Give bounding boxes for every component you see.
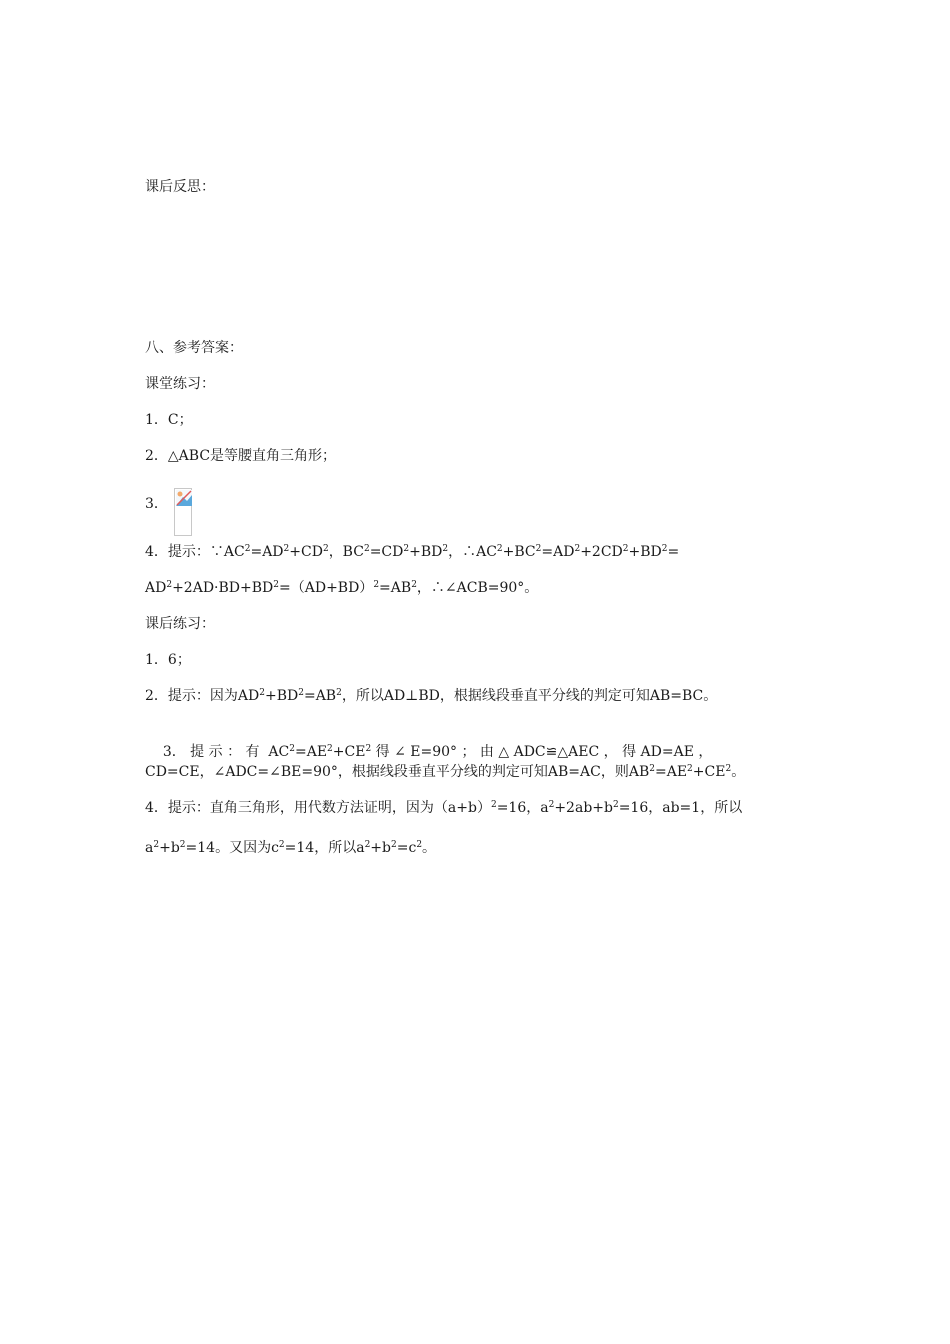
homework-answer-4-line-2: $a^2+b^2=14$。又因为$c^2=14$，所以$a^2+b^2=c^2$。 [145, 840, 437, 856]
classwork-answer-3 [145, 480, 192, 528]
classwork-answer-1: 1．C； [145, 412, 193, 428]
answers-title: 八、参考答案： [145, 340, 243, 356]
homework-heading: 课后练习： [145, 616, 215, 632]
classwork-answer-2: 2．△ABC是等腰直角三角形； [145, 448, 337, 464]
homework-answer-2: 2．提示：因为$AD^2+BD^2=AB^2$，所以AD⊥BD，根据线段垂直平分线的判定可知AB=BC。 [145, 688, 718, 704]
homework-answer-4-line-1: 4．提示：直角三角形，用代数方法证明，因为$(a+b)^2=16$，$a^2+2ab+b^2=16$，ab=1，所以 [145, 800, 743, 816]
reflection-label: 课后反思： [145, 179, 215, 195]
classwork-answer-4-line-2: $AD^2+2AD\cdot BD+BD^2=(AD+BD)^2=AB^2$，∴∠ACB=90°。 [145, 580, 539, 596]
homework-answer-1: 1．6； [145, 652, 191, 668]
classwork-answer-4-line-1: 4．提示：$\because AC^2=AD^2+CD^2$，$BC^2=CD^2+BD^2$，$\therefore AC^2+BC^2=AD^2+2CD^2+BD^2=$ [145, 544, 680, 560]
broken-image-icon [174, 488, 192, 536]
homework-answer-3-line-2: CD=CE，∠ADC=∠BE=90°，根据线段垂直平分线的判定可知AB=AC，则$AB^2=AE^2+CE^2$。 [145, 764, 746, 780]
classwork-heading: 课堂练习： [145, 376, 215, 392]
homework-answer-3-line-1: 3． 提 示 ： 有 $AC^2=AE^2+CE^2$ 得 ∠ E=90° ； 由 △ ADC≌△AEC ， 得 AD=AE ， [162, 744, 713, 760]
answer-3-label: 3． [145, 496, 168, 512]
